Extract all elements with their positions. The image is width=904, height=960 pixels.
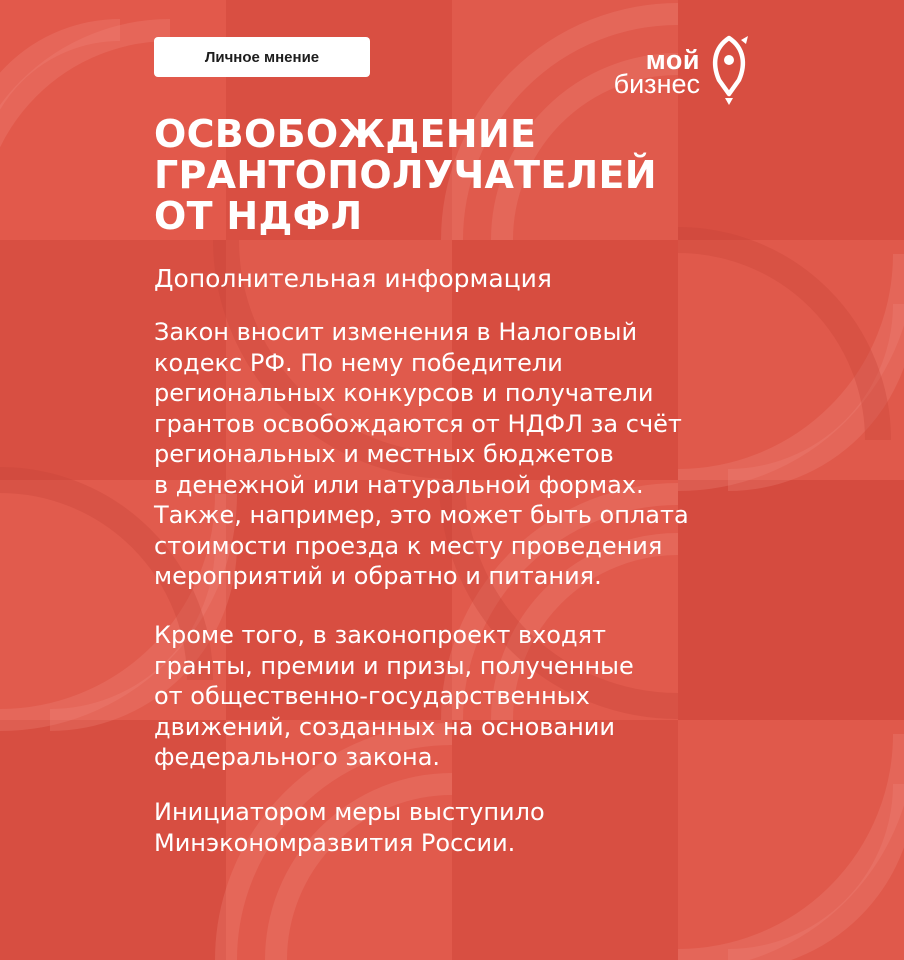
paragraph-line: движений, созданных на основании <box>154 712 615 741</box>
logo-word-moy: мой <box>645 45 700 75</box>
paragraph-initiator <box>154 797 794 858</box>
paragraph-law-changes <box>154 317 794 592</box>
paragraph-line: гранты, премии и призы, полученные <box>154 651 634 680</box>
paragraph-grants <box>154 620 794 773</box>
title-line: ОСВОБОЖДЕНИЕ <box>154 112 537 156</box>
rocket-pin-icon <box>708 34 750 106</box>
logo-word-biznes: бизнес <box>613 69 700 99</box>
paragraph-line: грантов освобождаются от НДФЛ за счёт <box>154 409 682 438</box>
paragraph-line: Также, например, это может быть оплата <box>154 501 689 529</box>
paragraph-line: стоимости проезда к месту проведения <box>154 531 663 560</box>
paragraph-line: Минэкономразвития России. <box>154 828 516 857</box>
moy-biznes-logo <box>598 34 758 108</box>
subtitle: Дополнительная информация <box>154 264 552 293</box>
paragraph-line: от общественно-государственных <box>154 682 590 710</box>
paragraph-line: мероприятий и обратно и питания. <box>154 562 602 590</box>
paragraph-line: в денежной или натуральной формах. <box>154 470 644 499</box>
paragraph-line: региональных конкурсов и получатели <box>154 379 654 407</box>
paragraph-line: региональных и местных бюджетов <box>154 440 614 468</box>
title-line: ГРАНТОПОЛУЧАТЕЛЕЙ <box>154 153 657 197</box>
paragraph-line: Инициатором меры выступило <box>154 798 545 826</box>
paragraph-line: кодекс РФ. По нему победители <box>154 348 563 377</box>
opinion-tag: Личное мнение <box>154 37 370 77</box>
paragraph-line: Кроме того, в законопроект входят <box>154 621 606 649</box>
paragraph-line: федерального закона. <box>154 743 441 771</box>
paragraph-line: Закон вносит изменения в Налоговый <box>154 318 638 346</box>
page-title <box>154 114 774 237</box>
title-line: ОТ НДФЛ <box>154 194 363 238</box>
